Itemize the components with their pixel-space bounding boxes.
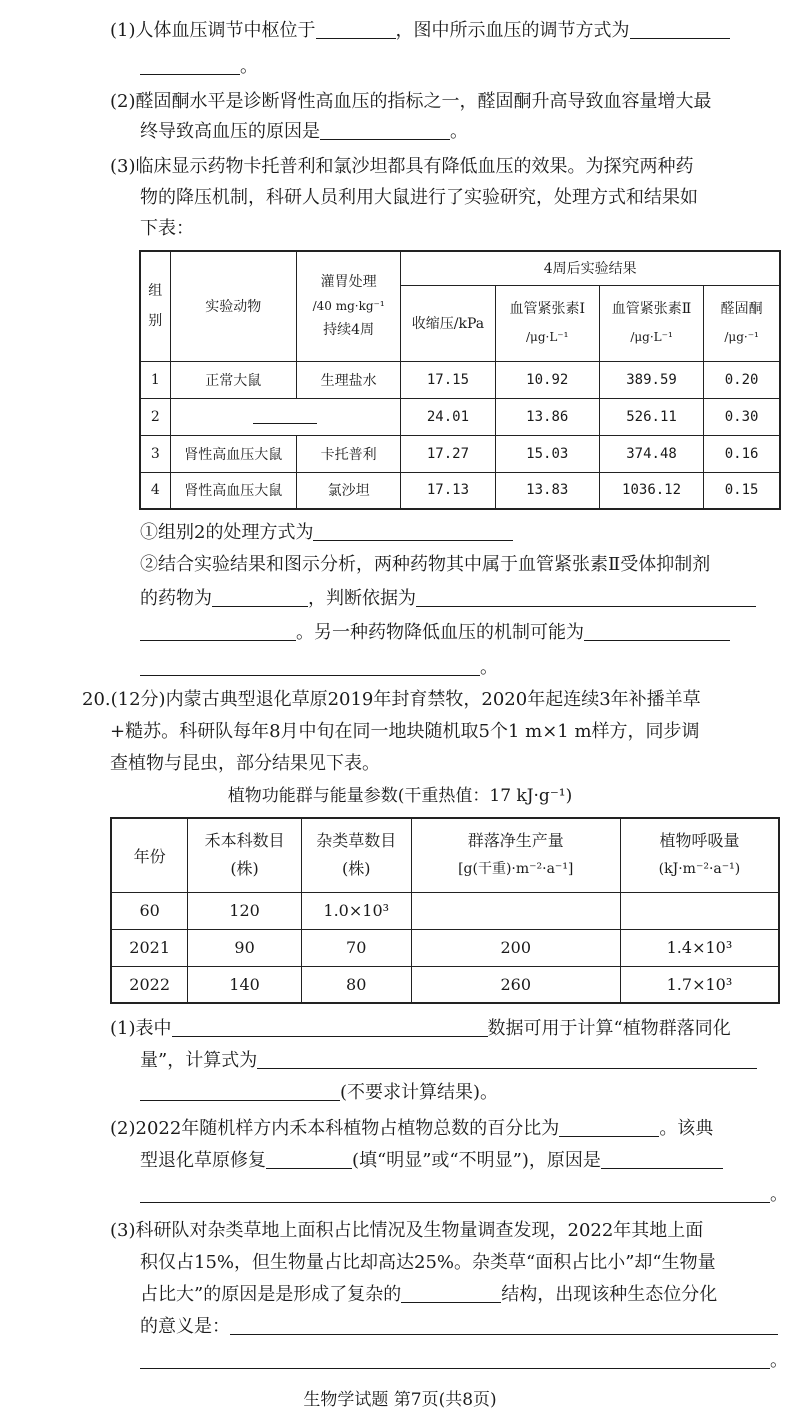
q19-part2-line1: (2)醛固酮水平是诊断肾性高血压的指标之一，醛固酮升高导致血容量增大最 [110, 91, 712, 112]
header-year: 年份 [111, 818, 188, 892]
header-forb: 杂类草数目 (株) [301, 818, 411, 892]
q19-part3-line2: 物的降压机制，科研人员利用大鼠进行了实验研究，处理方式和结果如 [140, 187, 698, 208]
header-sbp: 收缩压/kPa [401, 285, 495, 361]
q19-sub2-line4: 。 [140, 656, 498, 680]
answer-blank[interactable] [601, 1150, 723, 1169]
q19-part3-line3: 下表： [140, 218, 194, 239]
answer-blank[interactable] [212, 588, 308, 607]
group2-treatment-blank[interactable] [170, 398, 401, 435]
q20-part3-line5: 。 [140, 1349, 788, 1373]
table-row: 2022 140 80 260 1.7×10³ [111, 966, 779, 1003]
q20-part1-line2: 量”，计算式为 [140, 1049, 757, 1073]
q20-part2-line3: 。 [140, 1183, 788, 1207]
q20-part3-line3: 占比大”的原因是是形成了复杂的 结构，出现该种生态位分化 [140, 1284, 718, 1305]
q20-part3-line4: 的意义是： [140, 1315, 778, 1339]
answer-blank[interactable] [320, 121, 450, 140]
table-row: 2021 90 70 200 1.4×10³ [111, 929, 779, 966]
header-respiration: 植物呼吸量 (kJ·m⁻²·a⁻¹) [620, 818, 779, 892]
q19-part1-line2: 。 [140, 55, 258, 79]
q20-part3-line2: 积仅占15%，但生物量占比却高达25%。杂类草“面积占比小”却“生物量 [140, 1252, 716, 1273]
q19-part1-line1: (1)人体血压调节中枢位于 ，图中所示血压的调节方式为 [110, 19, 730, 43]
answer-blank[interactable] [416, 588, 756, 607]
header-grass: 禾本科数目 (株) [188, 818, 302, 892]
answer-blank[interactable] [140, 657, 480, 676]
page-footer: 生物学试题 第7页(共8页) [303, 1390, 497, 1410]
experiment-table [139, 250, 781, 510]
header-ang1: 血管紧张素Ⅰ /μg·L⁻¹ [495, 285, 599, 361]
q20-part2-line1: (2)2022年随机样方内禾本科植物占植物总数的百分比为 。该典 [110, 1118, 714, 1139]
answer-blank[interactable] [313, 522, 513, 541]
table-row: 2 24.01 13.86 526.11 0.30 [140, 398, 780, 435]
header-ang2: 血管紧张素Ⅱ /μg·L⁻¹ [599, 285, 703, 361]
q19-sub1: ①组别2的处理方式为 [140, 521, 513, 545]
table2-caption: 植物功能群与能量参数(干重热值：17 kJ·g⁻¹) [227, 786, 573, 806]
q20-stem-line1: 20.(12分)内蒙古典型退化草原2019年封育禁牧，2020年起连续3年补播羊草 [82, 689, 701, 710]
table-row: 1 正常大鼠 生理盐水 17.15 10.92 389.59 0.20 [140, 361, 780, 398]
answer-blank[interactable] [253, 409, 317, 424]
q20-part1-line3: (不要求计算结果)。 [140, 1081, 498, 1105]
table-row: 3 肾性高血压大鼠 卡托普利 17.27 15.03 374.48 0.16 [140, 435, 780, 472]
header-aldosterone: 醛固酮 /μg·⁻¹ [704, 285, 780, 361]
q19-sub2-line2: 的药物为 ，判断依据为 [140, 587, 756, 611]
table-row: 60 120 1.0×10³ [111, 892, 779, 929]
q20-part2-line2: 型退化草原修复 (填“明显”或“不明显”)，原因是 [140, 1149, 723, 1173]
header-results: 4周后实验结果 [401, 251, 780, 285]
q19-sub2-line1: ②结合实验结果和图示分析，两种药物其中属于血管紧张素Ⅱ受体抑制剂 [140, 554, 711, 575]
answer-blank[interactable] [257, 1050, 757, 1069]
answer-blank[interactable] [230, 1316, 778, 1335]
answer-blank[interactable] [401, 1284, 501, 1303]
q19-sub2-line3: 。另一种药物降低血压的机制可能为 [140, 621, 730, 645]
q20-part3-line1: (3)科研队对杂类草地上面积占比情况及生物量调查发现，2022年其地上面 [110, 1220, 704, 1241]
answer-blank[interactable] [140, 1350, 770, 1369]
q20-stem-line3: 查植物与昆虫，部分结果见下表。 [110, 753, 380, 774]
answer-blank[interactable] [316, 20, 396, 39]
q20-stem-line2: +糙苏。科研队每年8月中旬在同一地块随机取5个1 m×1 m样方，同步调 [110, 721, 700, 742]
table-row: 4 肾性高血压大鼠 氯沙坦 17.13 13.83 1036.12 0.15 [140, 472, 780, 509]
header-npp: 群落净生产量 [g(干重)·m⁻²·a⁻¹] [411, 818, 620, 892]
answer-blank[interactable] [140, 622, 296, 641]
q20-part1-line1: (1)表中 数据可用于计算“植物群落同化 [110, 1018, 731, 1039]
answer-blank[interactable] [140, 1184, 770, 1203]
answer-blank[interactable] [140, 1082, 340, 1101]
q19-part2-line2: 终导致高血压的原因是 。 [140, 121, 468, 142]
answer-blank[interactable] [630, 20, 730, 39]
q19-part3-line1: (3)临床显示药物卡托普利和氯沙坦都具有降低血压的效果。为探究两种药 [110, 156, 694, 177]
plant-energy-table [110, 817, 780, 1004]
answer-blank[interactable] [266, 1150, 352, 1169]
answer-blank[interactable] [172, 1018, 488, 1037]
header-treatment: 灌胃处理 /40 mg·kg⁻¹ 持续4周 [296, 251, 400, 361]
answer-blank[interactable] [584, 622, 730, 641]
answer-blank[interactable] [140, 56, 240, 75]
header-animal: 实验动物 [170, 251, 296, 361]
header-group: 组别 [140, 251, 170, 361]
answer-blank[interactable] [559, 1118, 659, 1137]
